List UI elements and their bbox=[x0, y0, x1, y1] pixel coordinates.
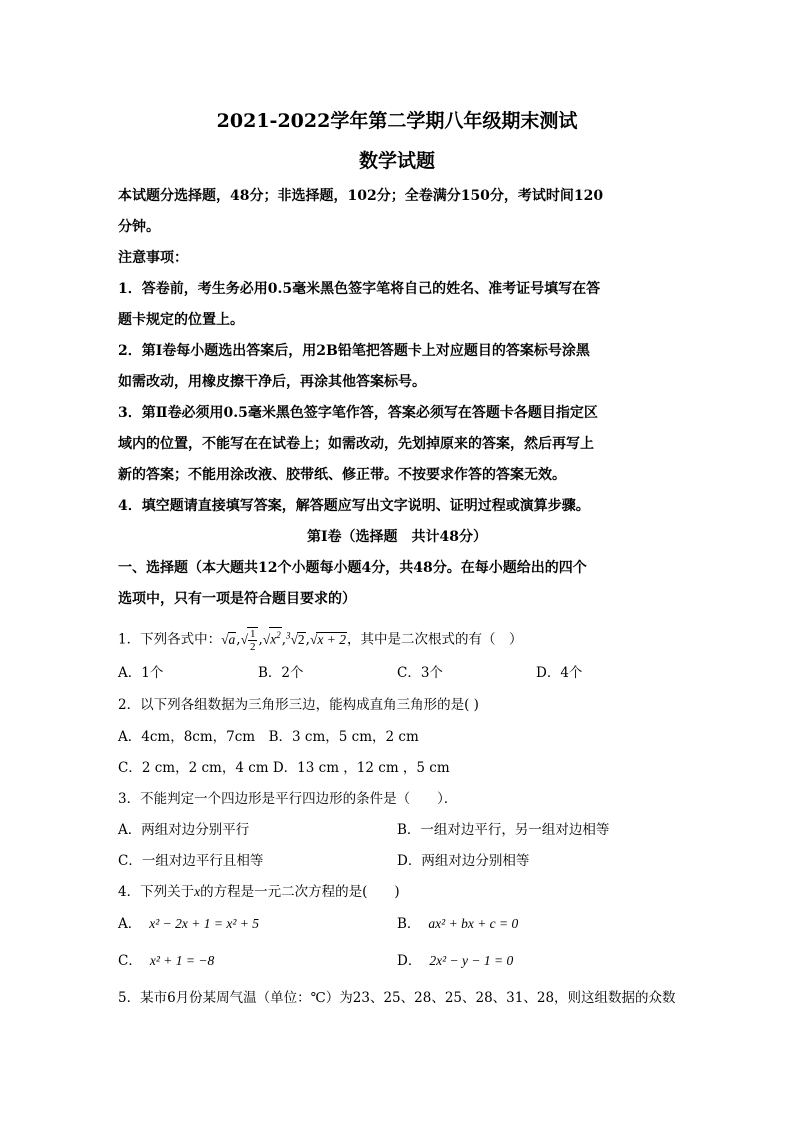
variable-x: x bbox=[194, 884, 201, 899]
q4-option-b: B． ax² + bx + c = 0 bbox=[397, 916, 519, 932]
note-line: 如需改动，用橡皮擦干净后，再涂其他答案标号。 bbox=[118, 374, 426, 390]
cube-root-2: $^3$√2 bbox=[286, 630, 305, 647]
intro-line-1: 本试题分选择题，48分；非选择题，102分；全卷满分150分，考试时间120 bbox=[118, 188, 604, 204]
question-3-stem: 3．不能判定一个四边形是平行四边形的条件是（ ）． bbox=[118, 791, 458, 807]
notice-heading: 注意事项： bbox=[118, 250, 188, 266]
radical-x-squared: $√x^2$ bbox=[263, 632, 282, 647]
note-line: 1．答卷前，考生务必用0.5毫米黑色签字笔将自己的姓名、准考证号填写在答 bbox=[118, 281, 601, 297]
q4-option-d: D． 2x² − y − 1 = 0 bbox=[397, 953, 514, 969]
q1-option-d: D．4个 bbox=[536, 665, 583, 681]
q2-options-ab: A．4cm，8cm，7cm B．3 cm，5 cm，2 cm bbox=[118, 729, 419, 745]
intro-line-2: 分钟。 bbox=[118, 219, 160, 235]
q4-expr-a: x² − 2x + 1 = x² + 5 bbox=[149, 916, 260, 931]
q4-expr-b: ax² + bx + c = 0 bbox=[428, 916, 519, 931]
q2-options-cd: C．2 cm，2 cm，4 cm D．13 cm ，12 cm ，5 cm bbox=[118, 760, 450, 776]
question-4-stem: 4．下列关于x的方程是一元二次方程的是( ) bbox=[118, 884, 400, 900]
radical-x-plus-2: √x + 2 bbox=[309, 631, 346, 647]
q1-option-b: B．2个 bbox=[258, 665, 304, 681]
note-line: 域内的位置，不能写在在试卷上；如需改动，先划掉原来的答案，然后再写上 bbox=[118, 436, 594, 452]
q1-option-c: C．3个 bbox=[397, 665, 443, 681]
note-line: 2．第Ⅰ卷每小题选出答案后，用2B铅笔把答题卡上对应题目的答案标号涂黑 bbox=[118, 343, 590, 359]
q1-option-a: A．1个 bbox=[118, 665, 164, 681]
question-1-stem: 1．下列各式中：√a,√ $\frac{1}{2}$ $,√x^2,^3√2,√x + 2$，其中是二次根式的有（ ） bbox=[118, 627, 523, 653]
part-line-1: 一、选择题（本大题共12个小题每小题4分，共48分。在每小题给出的四个 bbox=[118, 560, 587, 576]
q3-option-d: D．两组对边分别相等 bbox=[397, 853, 530, 869]
part-line-2: 选项中，只有一项是符合题目要求的） bbox=[118, 591, 356, 607]
q3-option-c: C．一组对边平行且相等 bbox=[118, 853, 264, 869]
question-2-stem: 2．以下列各组数据为三角形三边，能构成直角三角形的是( ) bbox=[118, 697, 479, 713]
q3-option-b: B．一组对边平行，另一组对边相等 bbox=[397, 822, 610, 838]
exam-subtitle: 数学试题 bbox=[358, 150, 435, 172]
q4-expr-d: 2x² − y − 1 = 0 bbox=[429, 953, 514, 968]
section-heading: 第Ⅰ卷（选择题 共计48分） bbox=[306, 529, 488, 545]
note-line: 4．填空题请直接填写答案，解答题应写出文字说明、证明过程或演算步骤。 bbox=[118, 498, 590, 514]
radical-fraction: √ $\frac{1}{2}$ bbox=[241, 632, 259, 647]
note-line: 新的答案；不能用涂改液、胶带纸、修正带。不按要求作答的答案无效。 bbox=[118, 467, 566, 483]
q4-expr-c: x² + 1 = −8 bbox=[149, 953, 215, 968]
q4-option-a: A． x² − 2x + 1 = x² + 5 bbox=[118, 916, 260, 932]
radical-a: √a bbox=[221, 631, 236, 647]
q1-suffix: ，其中是二次根式的有（ ） bbox=[347, 631, 523, 648]
note-line: 题卡规定的位置上。 bbox=[118, 312, 244, 328]
question-5-stem: 5．某市6月份某周气温（单位：℃）为23、25、28、25、28、31、28，则这组数据的众数 bbox=[118, 990, 676, 1006]
q4-option-c: C． x² + 1 = −8 bbox=[118, 953, 215, 969]
q3-option-a: A．两组对边分别平行 bbox=[118, 822, 250, 838]
q1-prefix: 1．下列各式中： bbox=[118, 631, 222, 648]
note-line: 3．第Ⅱ卷必须用0.5毫米黑色签字笔作答，答案必须写在答题卡各题目指定区 bbox=[118, 405, 598, 421]
exam-title: 2021-2022学年第二学期八年级期末测试 bbox=[216, 110, 578, 132]
